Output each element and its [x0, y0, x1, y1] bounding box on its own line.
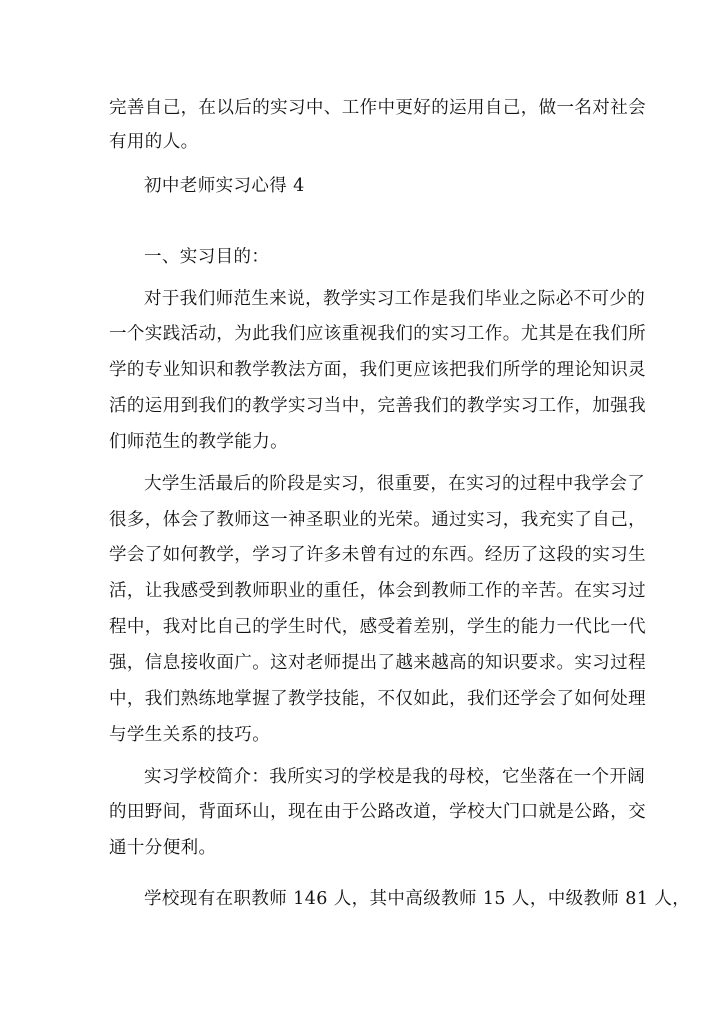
paragraph2-line-3: 学会了如何教学，学习了许多未曾有过的东西。经历了这段的实习生: [109, 545, 646, 565]
paragraph2-line-1: 大学生活最后的阶段是实习，很重要，在实习的过程中我学会了: [144, 474, 646, 494]
paragraph2-line-4: 活，让我感受到教师职业的重任，体会到教师工作的辛苦。在实习过: [109, 581, 646, 601]
paragraph2-line-6: 强，信息接收面广。这对老师提出了越来越高的知识要求。实习过程: [109, 653, 646, 673]
paragraph1-line-3: 学的专业知识和教学教法方面，我们更应该把我们所学的理论知识灵: [109, 360, 646, 380]
paragraph2-line-2: 很多，体会了教师这一神圣职业的光荣。通过实习，我充实了自己，: [109, 510, 646, 530]
paragraph2-line-8: 与学生关系的技巧。: [109, 725, 271, 745]
paragraph1-line-1: 对于我们师范生来说，教学实习工作是我们毕业之际必不可少的: [144, 289, 646, 309]
paragraph4-line-1: 学校现有在职教师 146 人，其中高级教师 15 人，中级教师 81 人，: [144, 889, 691, 909]
paragraph2-line-5: 程中，我对比自己的学生时代，感受着差别，学生的能力一代比一代: [109, 617, 646, 637]
paragraph1-line-5: 们师范生的教学能力。: [109, 432, 288, 452]
section-title: 初中老师实习心得 4: [144, 176, 305, 196]
paragraph3-line-2: 的田野间，背面环山，现在由于公路改道，学校大门口就是公路，交: [109, 802, 646, 822]
continuation-line-1: 完善自己，在以后的实习中、工作中更好的运用自己，做一名对社会: [109, 98, 646, 118]
continuation-line-2: 有用的人。: [109, 132, 199, 152]
paragraph1-line-4: 活的运用到我们的教学实习当中，完善我们的教学实习工作，加强我: [109, 396, 646, 416]
paragraph3-line-3: 通十分便利。: [109, 838, 217, 858]
heading-purpose: 一、实习目的：: [144, 247, 270, 267]
paragraph2-line-7: 中，我们熟练地掌握了教学技能，不仅如此，我们还学会了如何处理: [109, 689, 646, 709]
paragraph1-line-2: 一个实践活动，为此我们应该重视我们的实习工作。尤其是在我们所: [109, 324, 646, 344]
paragraph3-line-1: 实习学校简介：我所实习的学校是我的母校，它坐落在一个开阔: [144, 767, 646, 787]
